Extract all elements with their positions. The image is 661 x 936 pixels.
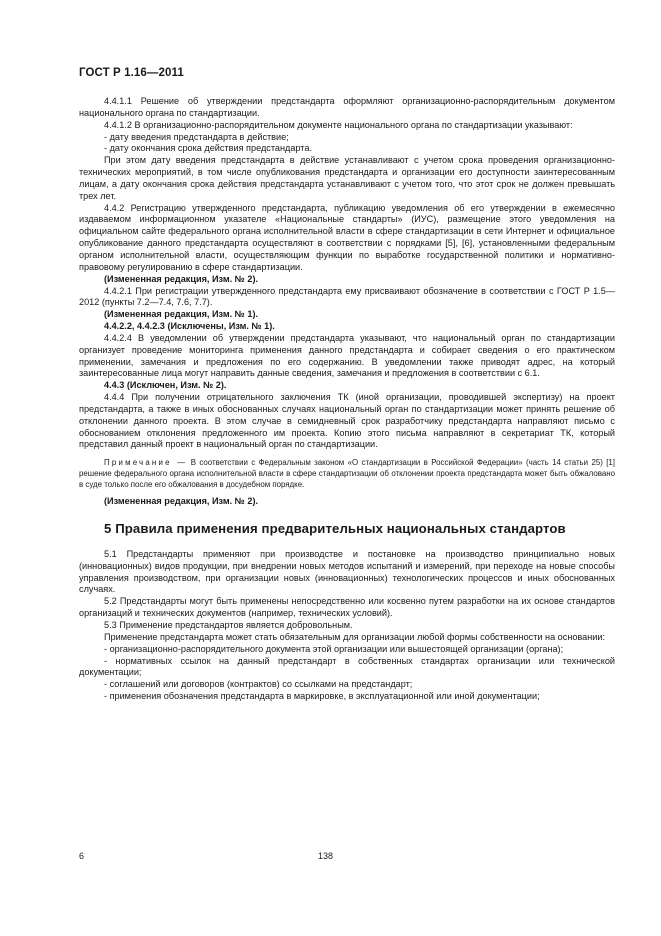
paragraph (79, 691, 615, 703)
paragraph-text: В соответствии с Федеральным законом «О стандартизации в Российской Федерации» (часть 14 статьи 25) [1] решение федерального органа исполнительной власти в сфере стандартизации об отклонении проекта предстандарта может быть обжаловано в суде только после его обжалования в досудебном порядке. (79, 458, 615, 489)
clause-number: 4.4.2.2, 4.4.2.3 (104, 321, 165, 332)
paragraph-text: - дату введения предстандарта в действие; (104, 131, 289, 142)
note-label: Примечание — (104, 458, 188, 468)
amendment-note (79, 380, 615, 392)
section-heading: 5 Правила применения предварительных национальных стандартов (104, 520, 566, 536)
clause-number: 4.4.2 (104, 202, 125, 213)
paragraph (79, 203, 615, 274)
paragraph (79, 96, 615, 120)
clause-number: 5.1 (104, 548, 117, 559)
document-header: ГОСТ Р 1.16—2011 (79, 67, 184, 79)
paragraph (79, 644, 615, 656)
paragraph-text: (Измененная редакция, Изм. № 2). (104, 273, 259, 284)
paragraph-text: В уведомлении об утверждении предстандарта указывают, что национальный орган по стандартизации организует проведение мониторинга применения данного предстандарта и собирает сведения о его практическом применении, замечания и предложения по его содержанию. В уведомлении также приводят адрес, на который заинтересованные лица могут направить данные сведения, замечания и предложения в соответствии с 6.1. (79, 332, 615, 379)
paragraph (79, 143, 615, 155)
clause-number: 4.4.2.1 (104, 285, 132, 296)
clause-number: 5.3 (104, 620, 117, 630)
paragraph (79, 656, 615, 680)
paragraph-text: Применение предстандартов является добровольным. (119, 620, 353, 630)
paragraph (79, 632, 615, 644)
paragraph-text: (Исключен, Изм. № 2). (126, 380, 227, 391)
paragraph-text: При получении отрицательного заключения ТК (иной организации, проводившей экспертизу) на проект предстандарта, а также в иных обоснованных случаях национальный орган по стандартизации может принять решение об отклонении данного проекта. В этом случае в семидневный срок разработчику предстандарта направляют письмо с обоснованием отклонения предложенного им проекта. Копию этого письма направляют в секретариат ТК, который представил данный проект в национальный орган по стандартизации. (79, 392, 615, 450)
paragraph-text: В организационно-распорядительном документе национального органа по стандартизации указывают: (134, 119, 573, 130)
paragraph (79, 120, 615, 132)
paragraph (79, 392, 615, 451)
amendment-note (79, 496, 615, 508)
page-number-center: 138 (318, 851, 334, 861)
paragraph-text: При регистрации утвержденного предстандарта ему присваивают обозначение в соответствии с ГОСТ Р 1.5—2012 (пункты 7.2—7.4, 7.6, 7.7). (79, 285, 615, 308)
clause-number: 4.4.2.4 (104, 332, 132, 343)
clause-number: 5.2 (104, 596, 117, 607)
paragraph (79, 679, 615, 691)
paragraph (79, 155, 615, 202)
paragraph-text: Предстандарты применяют при производстве и постановке на производство принципиально новых (инновационных) видов продукции, при внедрении новых методов испытаний и измерений, при переходе на новые способы управления производством, при организации новых (инновационных) технологических процессов и иных обоснованных случаях. (79, 548, 615, 595)
clause-number: 4.4.4 (104, 392, 125, 403)
note-paragraph (79, 458, 615, 490)
paragraph (79, 596, 615, 620)
paragraph (79, 620, 615, 632)
paragraph-text: (Исключены, Изм. № 1). (167, 321, 275, 332)
paragraph-text: - применения обозначения предстандарта в маркировке, в эксплуатационной или иной документации; (104, 691, 540, 702)
paragraph-text: (Измененная редакция, Изм. № 2). (104, 496, 259, 507)
paragraph-text: При этом дату введения предстандарта в действие устанавливают с учетом срока проведения организационно-технических мероприятий, в том числе опубликования предстандарта и организации его доступности заинтересованным лицам, а дату окончания срока действия предстандарта устанавливают с учетом того, что этот срок не должен превышать трех лет. (79, 155, 615, 201)
paragraph (79, 549, 615, 596)
amendment-note (79, 309, 615, 321)
paragraph-text: Регистрацию утвержденного предстандарта, публикацию уведомления об его утверждении в ежемесячно издаваемом информационном указателе «Национальные стандарты» (ИУС), размещение этого уведомления на официальном сайте федерального органа исполнительной власти в сфере стандартизации в сети Интернет и официальное опубликование данного предстандарта осуществляют в соответствии с порядками [5], [6], установленными федеральным органом исполнительной власти, осуществляющим функции по выработке государственной политики и нормативно-правовому регулированию в сфере стандартизации. (79, 202, 615, 272)
paragraph (79, 286, 615, 310)
page-number-left: 6 (79, 851, 85, 861)
clause-number: 4.4.3 (104, 380, 125, 391)
paragraph-text: - соглашений или договоров (контрактов) со ссылками на предстандарт; (104, 679, 413, 690)
amendment-note (79, 274, 615, 286)
paragraph-text: Решение об утверждении предстандарта оформляют организационно-распорядительным документом национального органа по стандартизации. (79, 96, 615, 118)
clause-number: 4.4.1.1 (104, 96, 132, 106)
paragraph-text: (Измененная редакция, Изм. № 1). (104, 309, 259, 320)
paragraph-text: - дату окончания срока действия предстандарта. (104, 143, 312, 154)
paragraph-text: Предстандарты могут быть применены непосредственно или косвенно путем разработки на их основе стандартов организаций и технических документов (например, технических условий). (79, 596, 615, 619)
clause-number: 4.4.1.2 (104, 119, 132, 130)
paragraph-text: - нормативных ссылок на данный предстандарт в собственных стандартах организации или технической документации; (79, 655, 615, 678)
document-body (79, 96, 615, 703)
paragraph (79, 333, 615, 380)
paragraph (79, 132, 615, 144)
paragraph-text: - организационно-распорядительного документа этой организации или вышестоящей организации (органа); (104, 643, 564, 654)
amendment-note (79, 321, 615, 333)
paragraph-text: Применение предстандарта может стать обязательным для организации любой формы собственности на основании: (104, 631, 606, 642)
